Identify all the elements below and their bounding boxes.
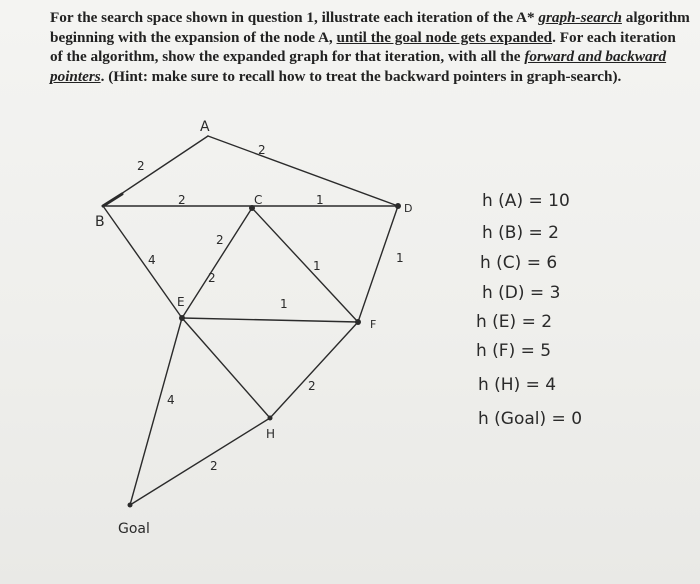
cost-a-b: 2	[137, 159, 145, 173]
node-label-d: D	[404, 202, 413, 215]
cost-a-d: 2	[258, 143, 266, 157]
question-until-goal: until the goal node gets expanded	[336, 28, 553, 46]
cost-c-e: 2	[208, 271, 216, 285]
heuristic-b: h (B) = 2	[482, 223, 559, 243]
heuristic-h: h (H) = 4	[478, 375, 557, 395]
node-goal-dot	[128, 503, 133, 508]
cost-b-c: 2	[178, 193, 186, 207]
heuristic-e: h (E) = 2	[476, 312, 553, 332]
question-part-1: For the search space shown in question 1, illustrate each iteration of the A*	[50, 9, 539, 26]
edge-d-f	[358, 206, 398, 322]
node-label-c: C	[254, 193, 263, 207]
question-graph-search: graph-search	[538, 9, 622, 26]
question-part-7: . (Hint: make sure to recall how to treat the backward pointers in graph-search).	[100, 67, 622, 85]
cost-e-h: 2	[216, 233, 224, 247]
question-pointers: forward and backward pointers	[50, 48, 667, 85]
question-part-3: algorithm beginning with the expansion of the node A,	[50, 9, 690, 46]
cost-c-f: 1	[313, 259, 321, 273]
node-label-h: H	[266, 427, 276, 441]
node-label-a: A	[200, 119, 210, 135]
node-d-dot	[395, 203, 401, 209]
cost-d-f: 1	[396, 251, 404, 265]
cost-e-f: 1	[280, 297, 288, 311]
node-label-b: B	[95, 214, 105, 230]
node-h-dot	[268, 416, 273, 421]
edge-e-f	[182, 318, 358, 322]
edge-e-h	[182, 318, 270, 418]
heuristic-list	[476, 191, 582, 429]
heuristic-f: h (F) = 5	[476, 341, 552, 361]
edge-b-e	[103, 206, 182, 318]
node-label-e: E	[177, 295, 185, 309]
edge-c-e	[182, 208, 252, 318]
cost-f-h: 2	[308, 379, 316, 393]
heuristic-a: h (A) = 10	[482, 191, 570, 211]
edge-a-b-thick	[103, 194, 122, 206]
heuristic-c: h (C) = 6	[480, 253, 558, 273]
edge-c-f	[252, 208, 358, 322]
question-part-5: . For each iteration of the algorithm, show the expanded graph for that iteration, with all the	[50, 28, 676, 65]
cost-b-e: 4	[148, 253, 156, 267]
heuristic-d: h (D) = 3	[482, 283, 561, 303]
node-f-dot	[355, 319, 361, 325]
node-label-f: F	[370, 318, 377, 331]
node-e-dot	[179, 315, 185, 321]
edge-a-d	[208, 136, 398, 206]
cost-h-goal: 2	[210, 459, 218, 473]
node-label-goal: Goal	[118, 521, 150, 537]
cost-e-goal: 4	[167, 393, 175, 407]
edge-f-h	[270, 322, 358, 418]
heuristic-goal: h (Goal) = 0	[478, 409, 583, 429]
cost-c-d: 1	[316, 193, 324, 207]
